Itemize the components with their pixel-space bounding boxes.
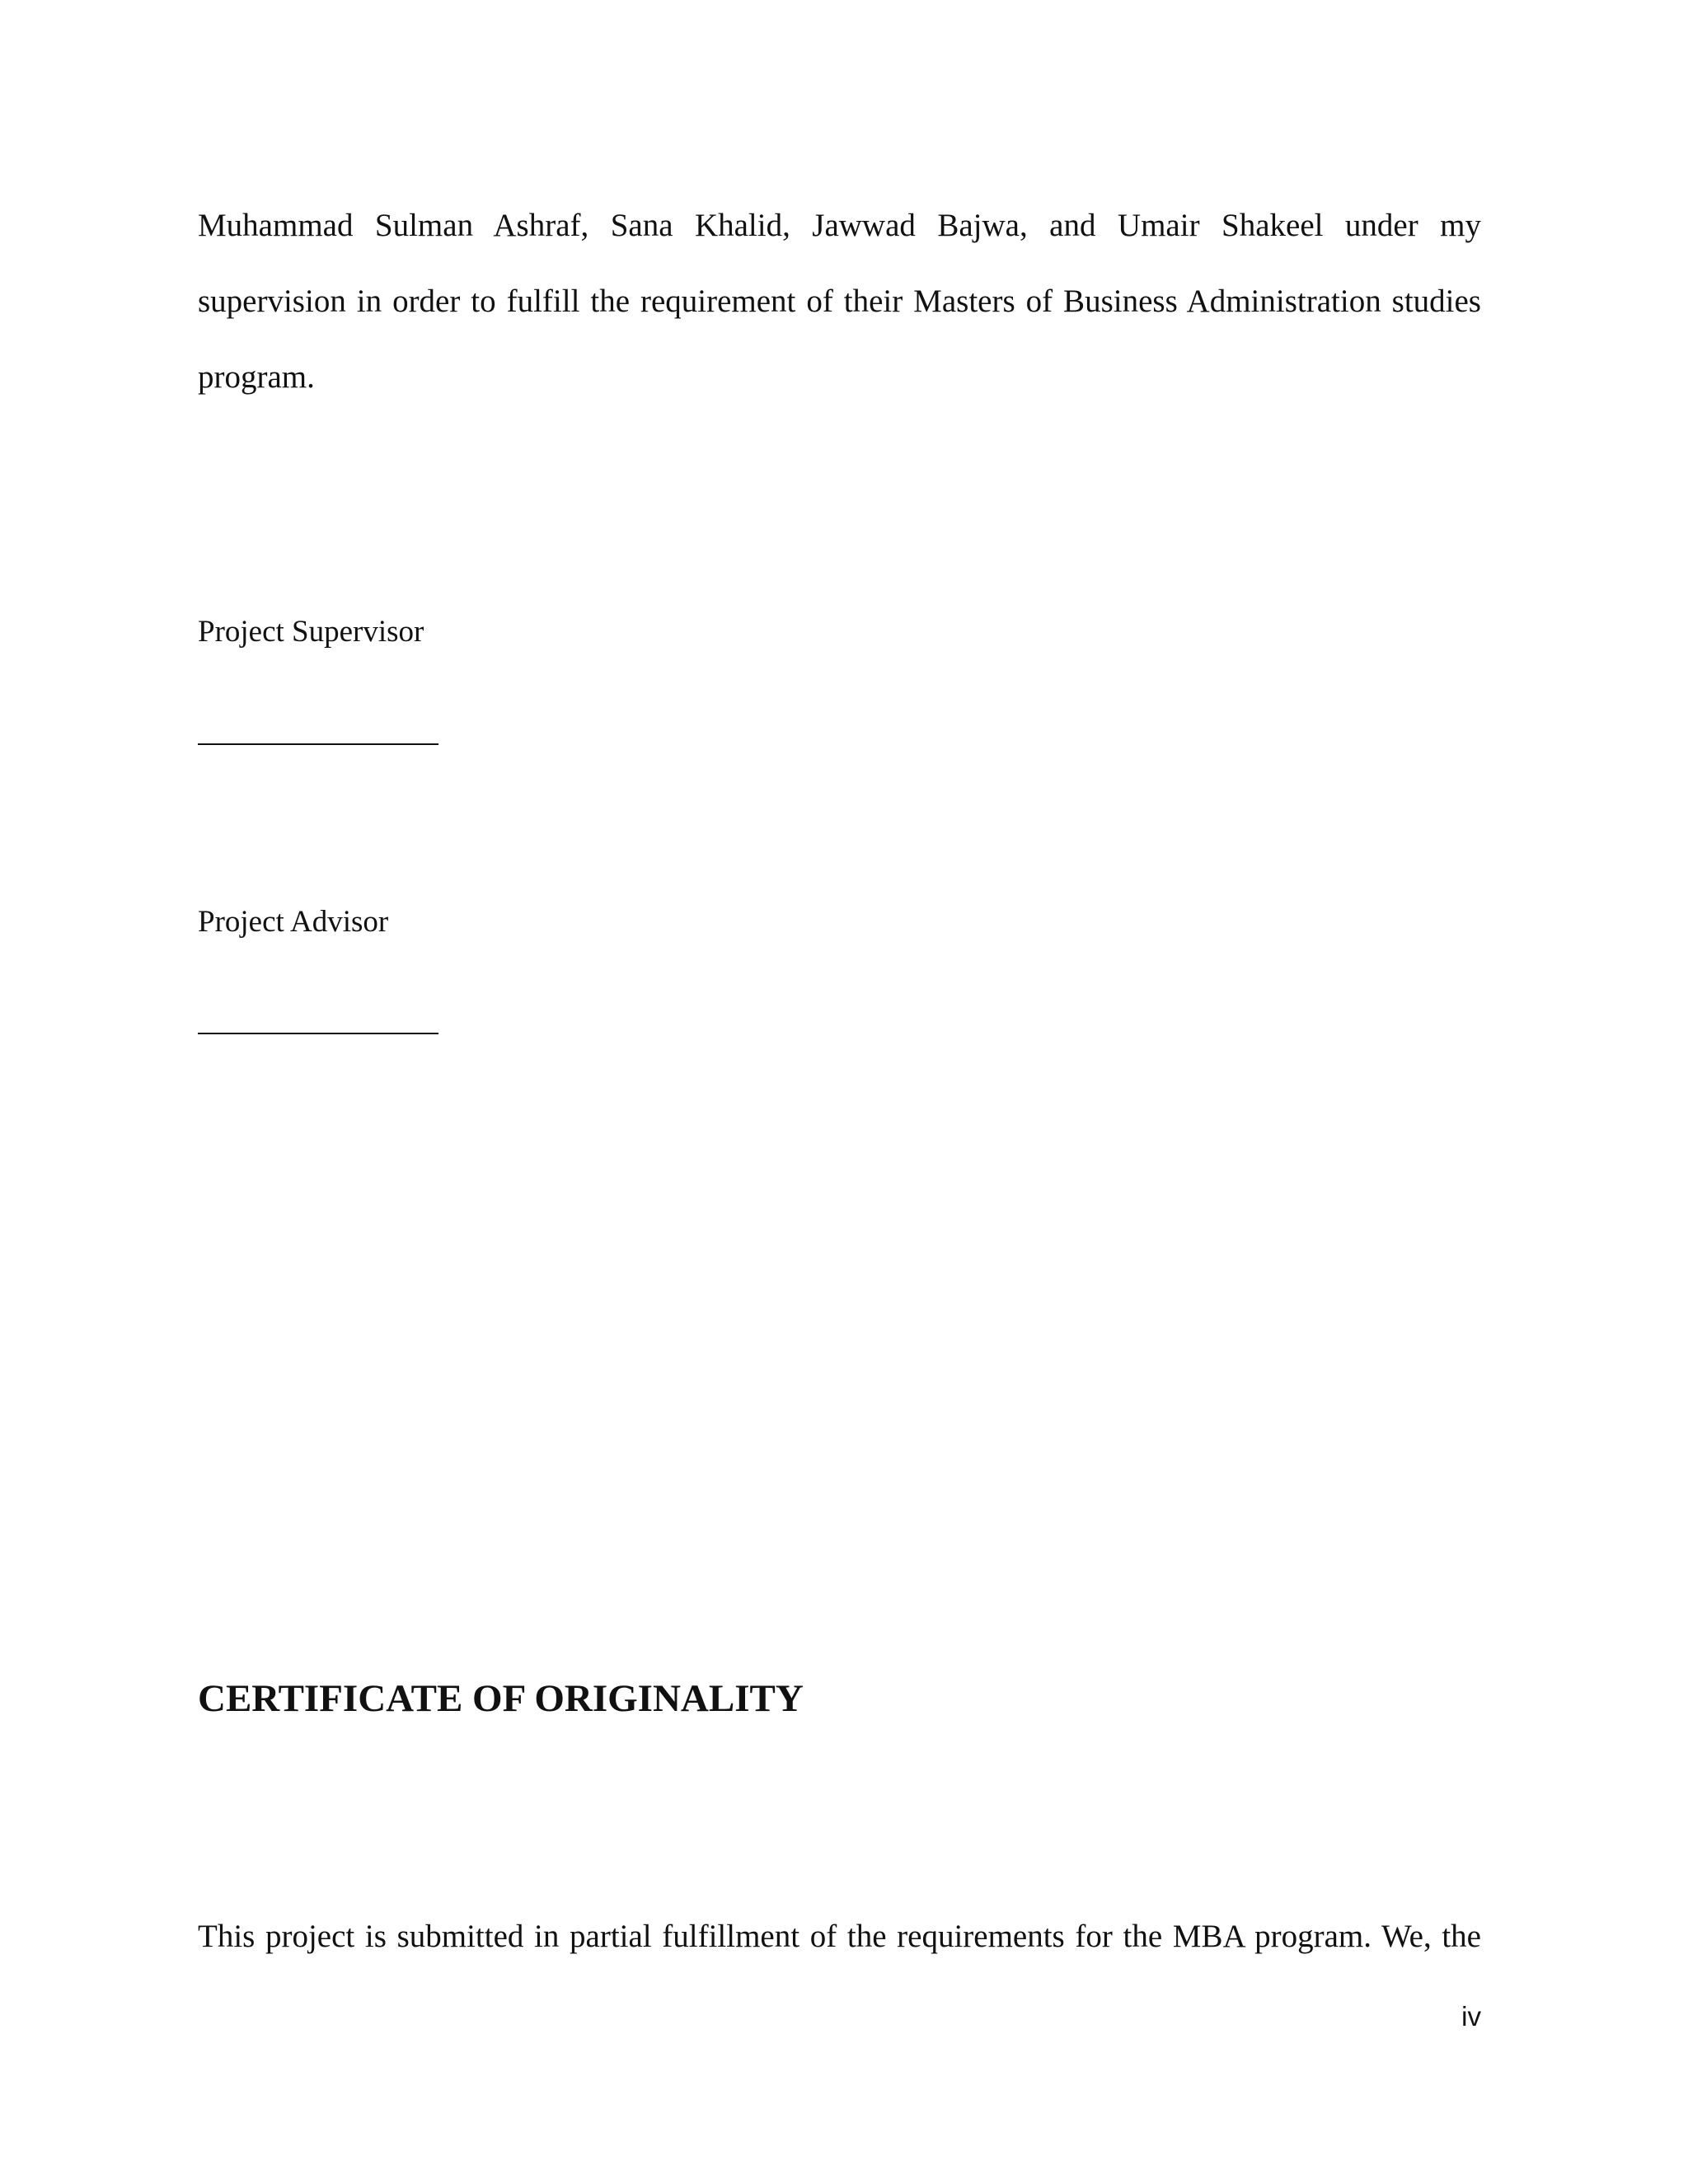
project-advisor-label: Project Advisor	[198, 905, 389, 939]
page-number: iv	[1461, 2001, 1481, 2032]
supervisor-signature-line	[198, 743, 438, 745]
project-supervisor-label: Project Supervisor	[198, 615, 424, 649]
advisor-signature-line	[198, 1033, 438, 1034]
intro-paragraph: Muhammad Sulman Ashraf, Sana Khalid, Jawwad Bajwa, and Umair Shakeel under my supervision in order to fulfill the requirement of their Masters of Business Administration studies program.	[198, 208, 1481, 395]
certificate-heading: CERTIFICATE OF ORIGINALITY	[198, 1677, 804, 1720]
certificate-paragraph: This project is submitted in partial fulfillment of the requirements for the MBA program. We, the	[198, 1919, 1481, 1954]
